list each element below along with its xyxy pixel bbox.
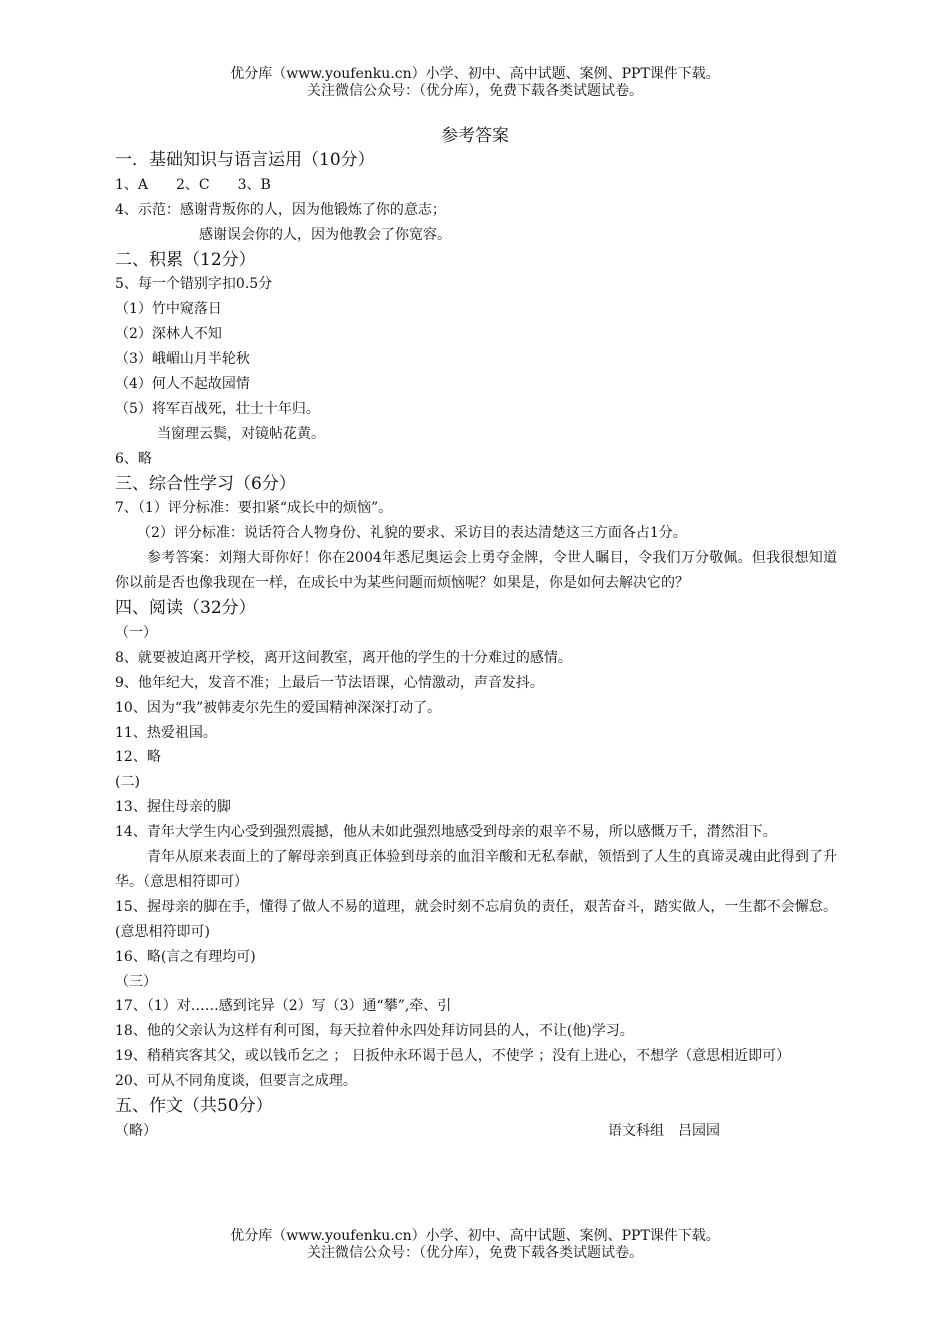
- section-heading: 四、阅读（32分）: [115, 598, 256, 619]
- section-heading: 二、积累（12分）: [115, 249, 256, 270]
- section-heading: 三、综合性学习（6分）: [115, 473, 296, 494]
- page-footer: [0, 1228, 950, 1262]
- answer-line: 感谢误会你的人，因为他教会了你宽容。: [199, 226, 451, 243]
- section-heading: 一．基础知识与语言运用（10分）: [115, 150, 375, 170]
- answer-line: （5）将军百战死，壮士十年归。: [115, 400, 320, 417]
- answer-line: （3）峨嵋山月半轮秋: [115, 351, 250, 368]
- answer-line: 6、略: [115, 450, 152, 467]
- answer-line: 16、略(言之有理均可): [115, 948, 256, 965]
- document-title: 参考答案: [441, 126, 509, 146]
- essay-note-line: [115, 1119, 837, 1144]
- answer-line: 9、他年纪大，发音不准；上最后一节法语课，心情激动，声音发抖。: [115, 674, 544, 691]
- answer-line: 15、握母亲的脚在手，懂得了做人不易的道理，就会时刻不忘肩负的责任，艰苦奋斗，踏实做人，一生都不会懈怠。(意思相符即可): [115, 898, 837, 940]
- answer-line: 8、就要被迫离开学校，离开这间教室，离开他的学生的十分难过的感情。: [115, 649, 572, 666]
- answer-line: 20、可从不同角度谈，但要言之成理。: [115, 1073, 357, 1090]
- answer-line: （2）评分标准：说话符合人物身份、礼貌的要求、采访目的表达清楚这三方面各占1分。: [137, 525, 687, 542]
- answer-line: 18、他的父亲认为这样有利可图，每天拉着仲永四处拜访同县的人，不让(他)学习。: [115, 1023, 634, 1040]
- answer-line: （2）深林人不知: [115, 326, 222, 343]
- essay-note: （略）: [115, 1122, 157, 1139]
- answer-line: 青年从原来表面上的了解母亲到真正体验到母亲的血泪辛酸和无私奉献，领悟到了人生的真谛灵魂由此得到了升华。（意思相符即可）: [115, 848, 837, 890]
- answer-line: （1）竹中窥落日: [115, 301, 222, 318]
- answer-line: 7、（1）评分标准：要扣紧“成长中的烦恼”。: [115, 500, 393, 517]
- answer-line: 17、（1）对……感到诧异（2）写（3）通“攀”,牵、引: [115, 998, 452, 1015]
- answer-line: 1、A 2、C 3、B: [115, 176, 271, 193]
- header-line-1: 优分库（www.youfenku.cn）小学、初中、高中试题、案例、PPT课件下载。: [230, 66, 720, 82]
- footer-line-2: 关注微信公众号：（优分库），免费下载各类试题试卷。: [307, 1245, 643, 1261]
- answer-line: 12、略: [115, 749, 161, 766]
- answer-content: [115, 148, 837, 1144]
- page-header: [0, 66, 950, 100]
- signature: 语文科组 吕园园: [608, 1122, 720, 1139]
- answer-line: 13、握住母亲的脚: [115, 799, 231, 816]
- answer-line: (二): [115, 774, 140, 791]
- answer-line: 10、因为“我”被韩麦尔先生的爱国精神深深打动了。: [115, 699, 442, 716]
- answer-line: （4）何人不起故园情: [115, 376, 250, 393]
- header-line-2: 关注微信公众号：（优分库），免费下载各类试题试卷。: [307, 83, 643, 99]
- section-heading: 五、作文（共50分）: [115, 1095, 273, 1116]
- answer-line: 4、示范：感谢背叛你的人，因为他锻炼了你的意志；: [115, 201, 446, 218]
- answer-line: （三）: [115, 973, 157, 990]
- answer-line: 19、稍稍宾客其父，或以钱币乞之 ； 日扳仲永环谒于邑人，不使学 ；没有上进心，不想学（意思相近即可）: [115, 1048, 791, 1065]
- footer-line-1: 优分库（www.youfenku.cn）小学、初中、高中试题、案例、PPT课件下载。: [230, 1228, 720, 1244]
- answer-line: （一）: [115, 624, 157, 641]
- answer-line: 5、每一个错别字扣0.5分: [115, 276, 273, 293]
- answer-line: 当窗理云鬓，对镜帖花黄。: [157, 425, 325, 442]
- answer-line: 11、热爱祖国。: [115, 724, 217, 741]
- answer-line: 14、青年大学生内心受到强烈震撼，他从未如此强烈地感受到母亲的艰辛不易，所以感慨万千，潸然泪下。: [115, 824, 777, 841]
- answer-line: 参考答案：刘翔大哥你好！你在2004年悉尼奥运会上勇夺金牌，令世人瞩目，令我们万分敬佩。但我很想知道你以前是否也像我现在一样，在成长中为某些问题而烦恼呢？如果是，你是如何去解决它的？: [115, 550, 837, 592]
